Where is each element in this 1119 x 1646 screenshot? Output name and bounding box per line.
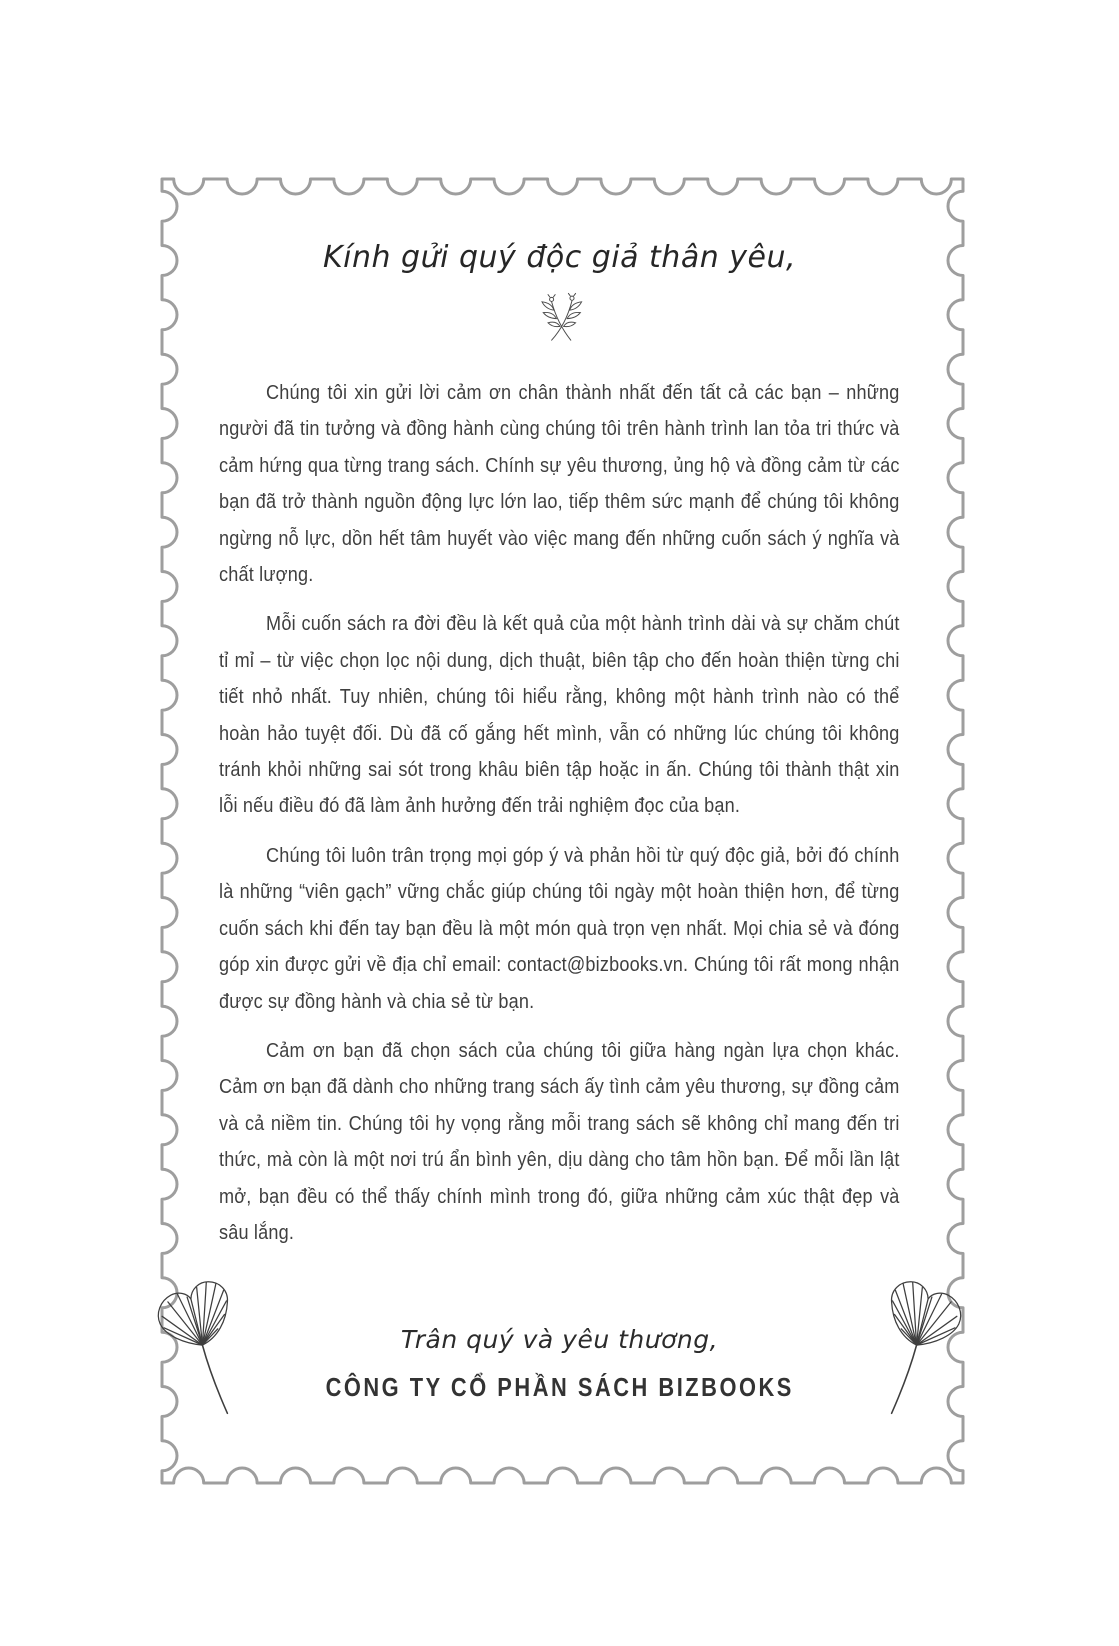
letter-paragraph: Chúng tôi xin gửi lời cảm ơn chân thành nhất đến tất cả các bạn – những người đã tin tưởng và đồng hành cùng chúng tôi trên hành trình lan tỏa tri thức và cảm hứng qua từng trang sách. Chính sự yêu thương, ủng hộ và đồng cảm từ các bạn đã trở thành nguồn động lực lớn lao, tiếp thêm sức mạnh để chúng tôi không ngừng nỗ lực, dồn hết tâm huyết vào việc mang đến những cuốn sách ý nghĩa và chất lượng. — [219, 382, 900, 587]
farewell-text: Trân quý và yêu thương, — [400, 1325, 719, 1355]
signature-block — [281, 1273, 838, 1403]
letter-paragraph: Mỗi cuốn sách ra đời đều là kết quả của một hành trình dài và sự chăm chút tỉ mỉ – từ việc chọn lọc nội dung, dịch thuật, biên tập cho đến hoàn thiện từng chi tiết nhỏ nhất. Tuy nhiên, chúng tôi hiểu rằng, không một hành trình nào có thể hoàn hảo tuyệt đối. Dù đã cố gắng hết mình, vẫn có những lúc chúng tôi không tránh khỏi những sai sót trong khâu biên tập hoặc in ấn. Chúng tôi thành thật xin lỗi nếu điều đó đã làm ảnh hưởng đến trải nghiệm đọc của bạn. — [219, 613, 900, 818]
page-title: Kính gửi quý độc giả thân yêu, — [322, 240, 797, 275]
letter-paragraph: Chúng tôi luôn trân trọng mọi góp ý và phản hồi từ quý độc giả, bởi đó chính là những “viên gạch” vững chắc giúp chúng tôi ngày một hoàn thiện hơn, để từng cuốn sách khi đến tay bạn đều là một món quà trọn vẹn nhất. Mọi chia sẻ và đóng góp xin được gửi về địa chỉ email: contact@bizbooks.vn. Chúng tôi rất mong nhận được sự đồng hành và chia sẻ từ bạn. — [219, 844, 900, 1013]
crossed-leaf-sprigs-icon — [219, 291, 900, 351]
letter-content — [219, 176, 900, 1428]
stamp-border — [159, 176, 966, 1486]
letter-paragraph: Cảm ơn bạn đã chọn sách của chúng tôi giữa hàng ngàn lựa chọn khác. Cảm ơn bạn đã dành cho những trang sách ấy tình cảm yêu thương, sự đồng cảm và cả niềm tin. Chúng tôi hy vọng rằng mỗi trang sách sẽ không chỉ mang đến tri thức, mà còn là một nơi trú ẩn bình yên, dịu dàng cho tâm hồn bạn. Để mỗi lần lật mở, bạn đều có thể thấy chính mình trong đó, giữa những cảm xúc thật đẹp và sâu lắng. — [219, 1039, 900, 1244]
ginkgo-leaf-right-icon — [882, 1273, 978, 1428]
ginkgo-leaf-left-icon — [141, 1273, 237, 1428]
letter-body — [219, 375, 900, 1251]
signature-section — [219, 1273, 900, 1428]
company-name: CÔNG TY CỔ PHẦN SÁCH BIZBOOKS — [325, 1372, 794, 1403]
